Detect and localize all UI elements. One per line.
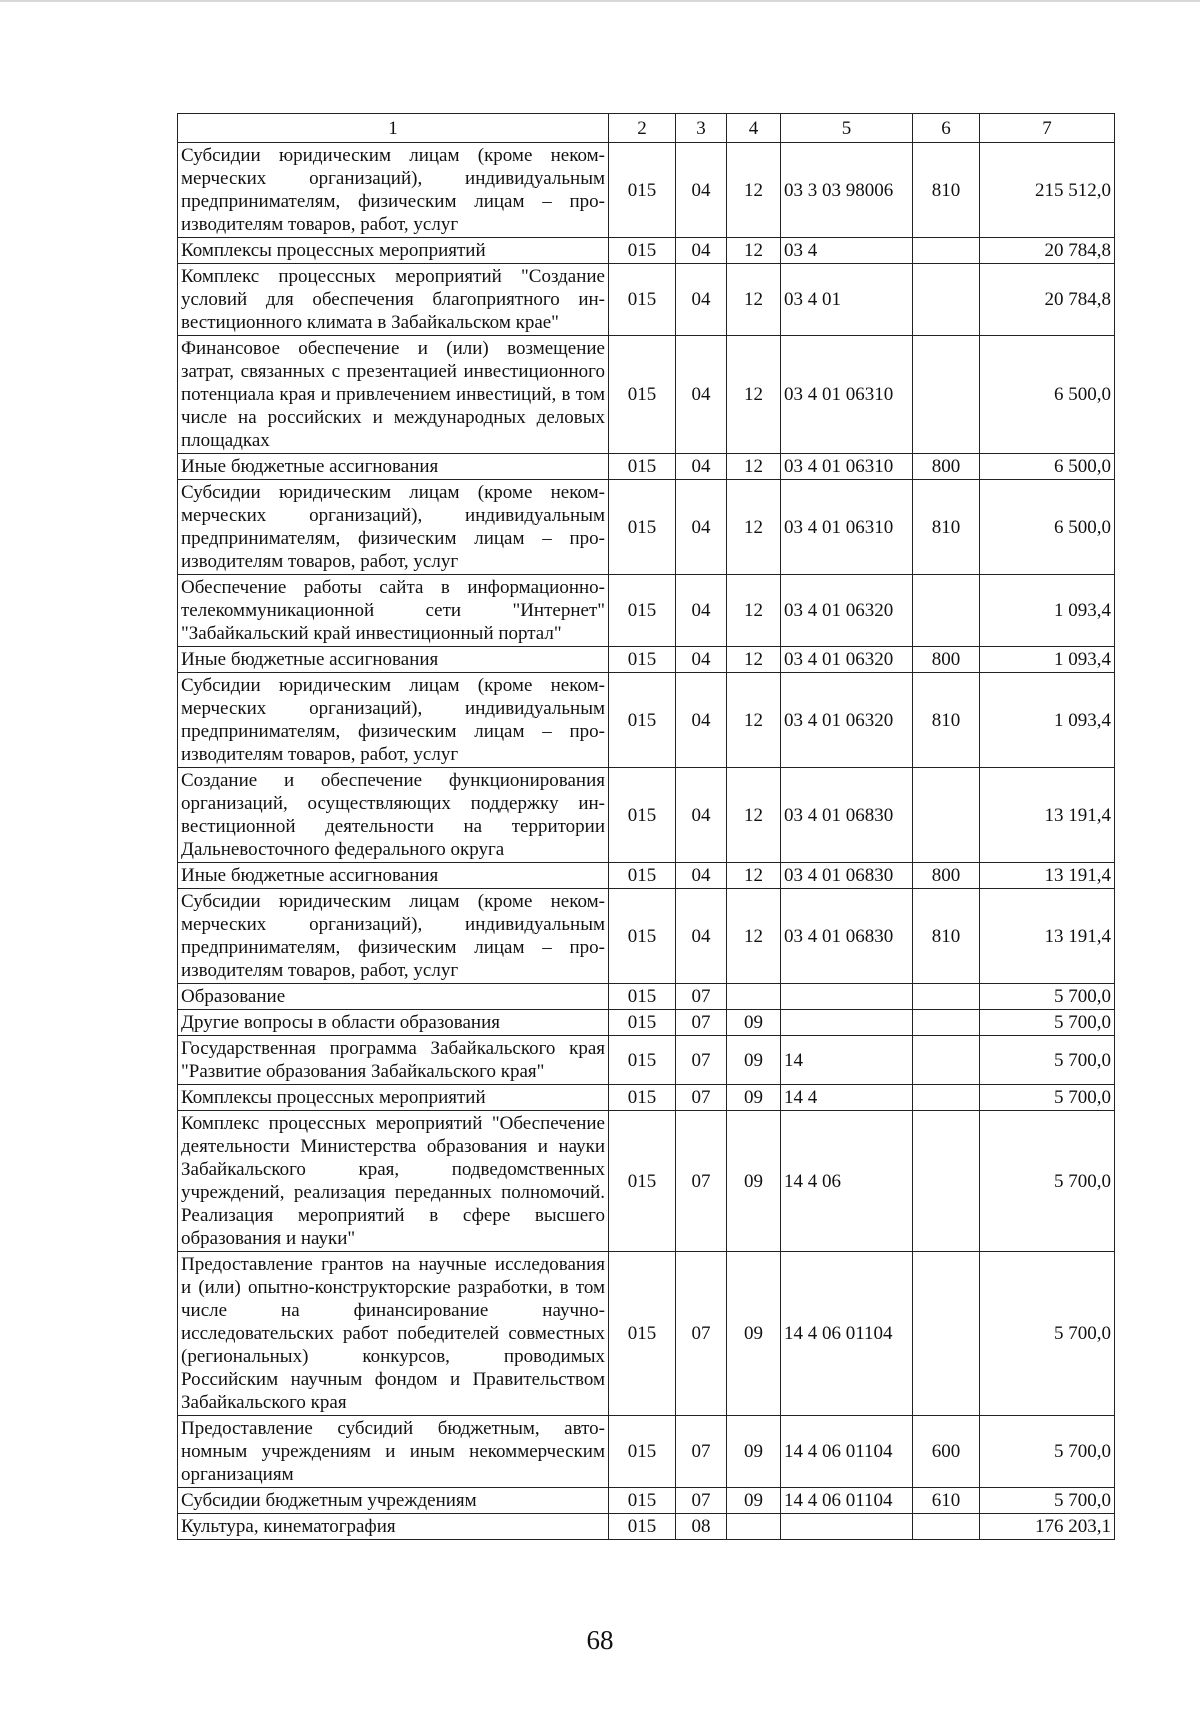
subsection-cell: 09 — [727, 1036, 781, 1085]
amount-cell: 6 500,0 — [980, 454, 1115, 480]
table-row — [178, 454, 1115, 480]
expense-type-cell: 600 — [913, 1416, 980, 1488]
section-cell: 07 — [676, 1010, 727, 1036]
amount-cell: 13 191,4 — [980, 768, 1115, 863]
row-name-cell: Комплексы процессных мероприятий — [178, 238, 609, 264]
table-row — [178, 480, 1115, 575]
section-cell: 07 — [676, 1416, 727, 1488]
target-article-cell: 14 4 06 01104 — [781, 1416, 913, 1488]
amount-cell: 5 700,0 — [980, 1488, 1115, 1514]
section-cell: 07 — [676, 1036, 727, 1085]
section-cell: 04 — [676, 575, 727, 647]
target-article-cell: 14 4 — [781, 1085, 913, 1111]
section-cell: 04 — [676, 863, 727, 889]
expense-type-cell: 810 — [913, 143, 980, 238]
target-article-cell: 03 4 01 06320 — [781, 647, 913, 673]
section-cell: 08 — [676, 1514, 727, 1540]
amount-cell: 6 500,0 — [980, 336, 1115, 454]
budget-table — [177, 113, 1115, 1540]
expense-type-cell — [913, 1514, 980, 1540]
column-header-2: 2 — [609, 114, 676, 143]
expense-type-cell — [913, 768, 980, 863]
target-article-cell: 14 — [781, 1036, 913, 1085]
table-row — [178, 863, 1115, 889]
amount-cell: 5 700,0 — [980, 1085, 1115, 1111]
row-name-cell: Иные бюджетные ассигнования — [178, 863, 609, 889]
target-article-cell: 03 4 — [781, 238, 913, 264]
table-row — [178, 1085, 1115, 1111]
section-cell: 04 — [676, 889, 727, 984]
subsection-cell — [727, 1514, 781, 1540]
row-name-cell: Субсидии юридическим лицам (кроме некоммерческих организаций), индивидуальным предпринимателям, физическим лицам – производителям товаров, работ, услуг — [178, 143, 609, 238]
expense-type-cell: 810 — [913, 673, 980, 768]
subsection-cell: 12 — [727, 336, 781, 454]
target-article-cell: 14 4 06 — [781, 1111, 913, 1252]
row-name-cell: Создание и обеспечение функционирования организаций, осуществляющих поддержку инвестиционной деятельности на территории Дальневосточного федерального округа — [178, 768, 609, 863]
row-name-cell: Предоставление грантов на научные исследования и (или) опытно-конструкторские разработки, в том числе на финансирование научно-исследовательских работ победителей совместных (региональных) конкурсов, проводимых Российским научным фондом и Правительством Забайкальского края — [178, 1252, 609, 1416]
amount-cell: 13 191,4 — [980, 889, 1115, 984]
expense-type-cell — [913, 984, 980, 1010]
table-row — [178, 1010, 1115, 1036]
admin-code-cell: 015 — [609, 1488, 676, 1514]
admin-code-cell: 015 — [609, 1036, 676, 1085]
row-name-cell: Комплекс процессных мероприятий "Создание условий для обеспечения благоприятного инвестиционного климата в Забайкальском крае" — [178, 264, 609, 336]
target-article-cell: 14 4 06 01104 — [781, 1252, 913, 1416]
table-row — [178, 1036, 1115, 1085]
section-cell: 04 — [676, 264, 727, 336]
subsection-cell: 12 — [727, 143, 781, 238]
target-article-cell — [781, 1010, 913, 1036]
expense-type-cell: 800 — [913, 647, 980, 673]
column-header-6: 6 — [913, 114, 980, 143]
amount-cell: 5 700,0 — [980, 1416, 1115, 1488]
amount-cell: 6 500,0 — [980, 480, 1115, 575]
admin-code-cell: 015 — [609, 1416, 676, 1488]
table-header-row — [178, 114, 1115, 143]
section-cell: 07 — [676, 1111, 727, 1252]
section-cell: 07 — [676, 1252, 727, 1416]
section-cell: 04 — [676, 454, 727, 480]
expense-type-cell — [913, 1036, 980, 1085]
target-article-cell: 03 3 03 98006 — [781, 143, 913, 238]
target-article-cell — [781, 1514, 913, 1540]
expense-type-cell: 610 — [913, 1488, 980, 1514]
section-cell: 07 — [676, 984, 727, 1010]
column-header-5: 5 — [781, 114, 913, 143]
row-name-cell: Комплекс процессных мероприятий "Обеспечение деятельности Министерства образования и науки Забайкальского края, подведомственных учреждений, реализация переданных полномочий. Реализация мероприятий в сфере высшего образования и науки" — [178, 1111, 609, 1252]
admin-code-cell: 015 — [609, 984, 676, 1010]
expense-type-cell: 800 — [913, 863, 980, 889]
target-article-cell: 03 4 01 06320 — [781, 575, 913, 647]
column-header-3: 3 — [676, 114, 727, 143]
admin-code-cell: 015 — [609, 575, 676, 647]
column-header-7: 7 — [980, 114, 1115, 143]
section-cell: 04 — [676, 143, 727, 238]
amount-cell: 1 093,4 — [980, 647, 1115, 673]
amount-cell: 5 700,0 — [980, 984, 1115, 1010]
section-cell: 04 — [676, 336, 727, 454]
target-article-cell: 03 4 01 06830 — [781, 863, 913, 889]
table-row — [178, 1111, 1115, 1252]
expense-type-cell: 810 — [913, 889, 980, 984]
subsection-cell: 09 — [727, 1111, 781, 1252]
row-name-cell: Субсидии юридическим лицам (кроме некоммерческих организаций), индивидуальным предпринимателям, физическим лицам – производителям товаров, работ, услуг — [178, 889, 609, 984]
admin-code-cell: 015 — [609, 889, 676, 984]
table-row — [178, 1488, 1115, 1514]
admin-code-cell: 015 — [609, 673, 676, 768]
target-article-cell — [781, 984, 913, 1010]
amount-cell: 20 784,8 — [980, 238, 1115, 264]
admin-code-cell: 015 — [609, 1085, 676, 1111]
amount-cell: 13 191,4 — [980, 863, 1115, 889]
subsection-cell: 12 — [727, 264, 781, 336]
admin-code-cell: 015 — [609, 264, 676, 336]
amount-cell: 5 700,0 — [980, 1111, 1115, 1252]
admin-code-cell: 015 — [609, 863, 676, 889]
admin-code-cell: 015 — [609, 454, 676, 480]
amount-cell: 1 093,4 — [980, 575, 1115, 647]
subsection-cell: 12 — [727, 889, 781, 984]
expense-type-cell — [913, 1085, 980, 1111]
row-name-cell: Образование — [178, 984, 609, 1010]
amount-cell: 5 700,0 — [980, 1036, 1115, 1085]
subsection-cell: 09 — [727, 1010, 781, 1036]
row-name-cell: Финансовое обеспечение и (или) возмещение затрат, связанных с презентацией инвестиционного потенциала края и привлечением инвестиций, в том числе на российских и международных деловых площадках — [178, 336, 609, 454]
admin-code-cell: 015 — [609, 1252, 676, 1416]
page-number: 68 — [586, 1625, 614, 1655]
expense-type-cell: 810 — [913, 480, 980, 575]
section-cell: 07 — [676, 1085, 727, 1111]
table-row — [178, 647, 1115, 673]
subsection-cell: 12 — [727, 647, 781, 673]
section-cell: 04 — [676, 480, 727, 575]
expense-type-cell — [913, 1010, 980, 1036]
row-name-cell: Комплексы процессных мероприятий — [178, 1085, 609, 1111]
subsection-cell: 12 — [727, 673, 781, 768]
amount-cell: 215 512,0 — [980, 143, 1115, 238]
expense-type-cell — [913, 264, 980, 336]
section-cell: 07 — [676, 1488, 727, 1514]
target-article-cell: 03 4 01 — [781, 264, 913, 336]
row-name-cell: Предоставление субсидий бюджетным, автономным учреждениям и иным некоммерческим организациям — [178, 1416, 609, 1488]
row-name-cell: Государственная программа Забайкальского края "Развитие образования Забайкальского края" — [178, 1036, 609, 1085]
subsection-cell: 12 — [727, 454, 781, 480]
subsection-cell: 12 — [727, 863, 781, 889]
table-row — [178, 673, 1115, 768]
target-article-cell: 03 4 01 06830 — [781, 768, 913, 863]
table-row — [178, 984, 1115, 1010]
amount-cell: 1 093,4 — [980, 673, 1115, 768]
expense-type-cell — [913, 1252, 980, 1416]
row-name-cell: Субсидии бюджетным учреждениям — [178, 1488, 609, 1514]
admin-code-cell: 015 — [609, 768, 676, 863]
subsection-cell: 09 — [727, 1488, 781, 1514]
admin-code-cell: 015 — [609, 647, 676, 673]
subsection-cell: 09 — [727, 1252, 781, 1416]
admin-code-cell: 015 — [609, 1111, 676, 1252]
table-row — [178, 768, 1115, 863]
subsection-cell: 09 — [727, 1416, 781, 1488]
row-name-cell: Иные бюджетные ассигнования — [178, 647, 609, 673]
table-row — [178, 238, 1115, 264]
scan-edge-line — [0, 0, 1200, 2]
row-name-cell: Обеспечение работы сайта в информационно-телекоммуникационной сети "Интернет" "Забайкальский край инвестиционный портал" — [178, 575, 609, 647]
amount-cell: 5 700,0 — [980, 1252, 1115, 1416]
row-name-cell: Культура, кинематография — [178, 1514, 609, 1540]
admin-code-cell: 015 — [609, 336, 676, 454]
table-row — [178, 1416, 1115, 1488]
subsection-cell — [727, 984, 781, 1010]
admin-code-cell: 015 — [609, 1514, 676, 1540]
table-row — [178, 336, 1115, 454]
target-article-cell: 03 4 01 06830 — [781, 889, 913, 984]
expense-type-cell — [913, 575, 980, 647]
target-article-cell: 14 4 06 01104 — [781, 1488, 913, 1514]
table-row — [178, 1252, 1115, 1416]
section-cell: 04 — [676, 238, 727, 264]
amount-cell: 176 203,1 — [980, 1514, 1115, 1540]
admin-code-cell: 015 — [609, 238, 676, 264]
target-article-cell: 03 4 01 06310 — [781, 336, 913, 454]
admin-code-cell: 015 — [609, 1010, 676, 1036]
subsection-cell: 12 — [727, 238, 781, 264]
row-name-cell: Иные бюджетные ассигнования — [178, 454, 609, 480]
table-row — [178, 575, 1115, 647]
expense-type-cell — [913, 1111, 980, 1252]
subsection-cell: 12 — [727, 768, 781, 863]
expense-type-cell — [913, 238, 980, 264]
section-cell: 04 — [676, 673, 727, 768]
table-row — [178, 1514, 1115, 1540]
row-name-cell: Субсидии юридическим лицам (кроме некоммерческих организаций), индивидуальным предпринимателям, физическим лицам – производителям товаров, работ, услуг — [178, 480, 609, 575]
column-header-1: 1 — [178, 114, 609, 143]
target-article-cell: 03 4 01 06310 — [781, 480, 913, 575]
target-article-cell: 03 4 01 06320 — [781, 673, 913, 768]
table-row — [178, 889, 1115, 984]
subsection-cell: 12 — [727, 480, 781, 575]
table-row — [178, 264, 1115, 336]
table-row — [178, 143, 1115, 238]
subsection-cell: 12 — [727, 575, 781, 647]
column-header-4: 4 — [727, 114, 781, 143]
target-article-cell: 03 4 01 06310 — [781, 454, 913, 480]
amount-cell: 20 784,8 — [980, 264, 1115, 336]
subsection-cell: 09 — [727, 1085, 781, 1111]
section-cell: 04 — [676, 647, 727, 673]
row-name-cell: Субсидии юридическим лицам (кроме некоммерческих организаций), индивидуальным предпринимателям, физическим лицам – производителям товаров, работ, услуг — [178, 673, 609, 768]
expense-type-cell — [913, 336, 980, 454]
section-cell: 04 — [676, 768, 727, 863]
admin-code-cell: 015 — [609, 143, 676, 238]
row-name-cell: Другие вопросы в области образования — [178, 1010, 609, 1036]
expense-type-cell: 800 — [913, 454, 980, 480]
admin-code-cell: 015 — [609, 480, 676, 575]
amount-cell: 5 700,0 — [980, 1010, 1115, 1036]
